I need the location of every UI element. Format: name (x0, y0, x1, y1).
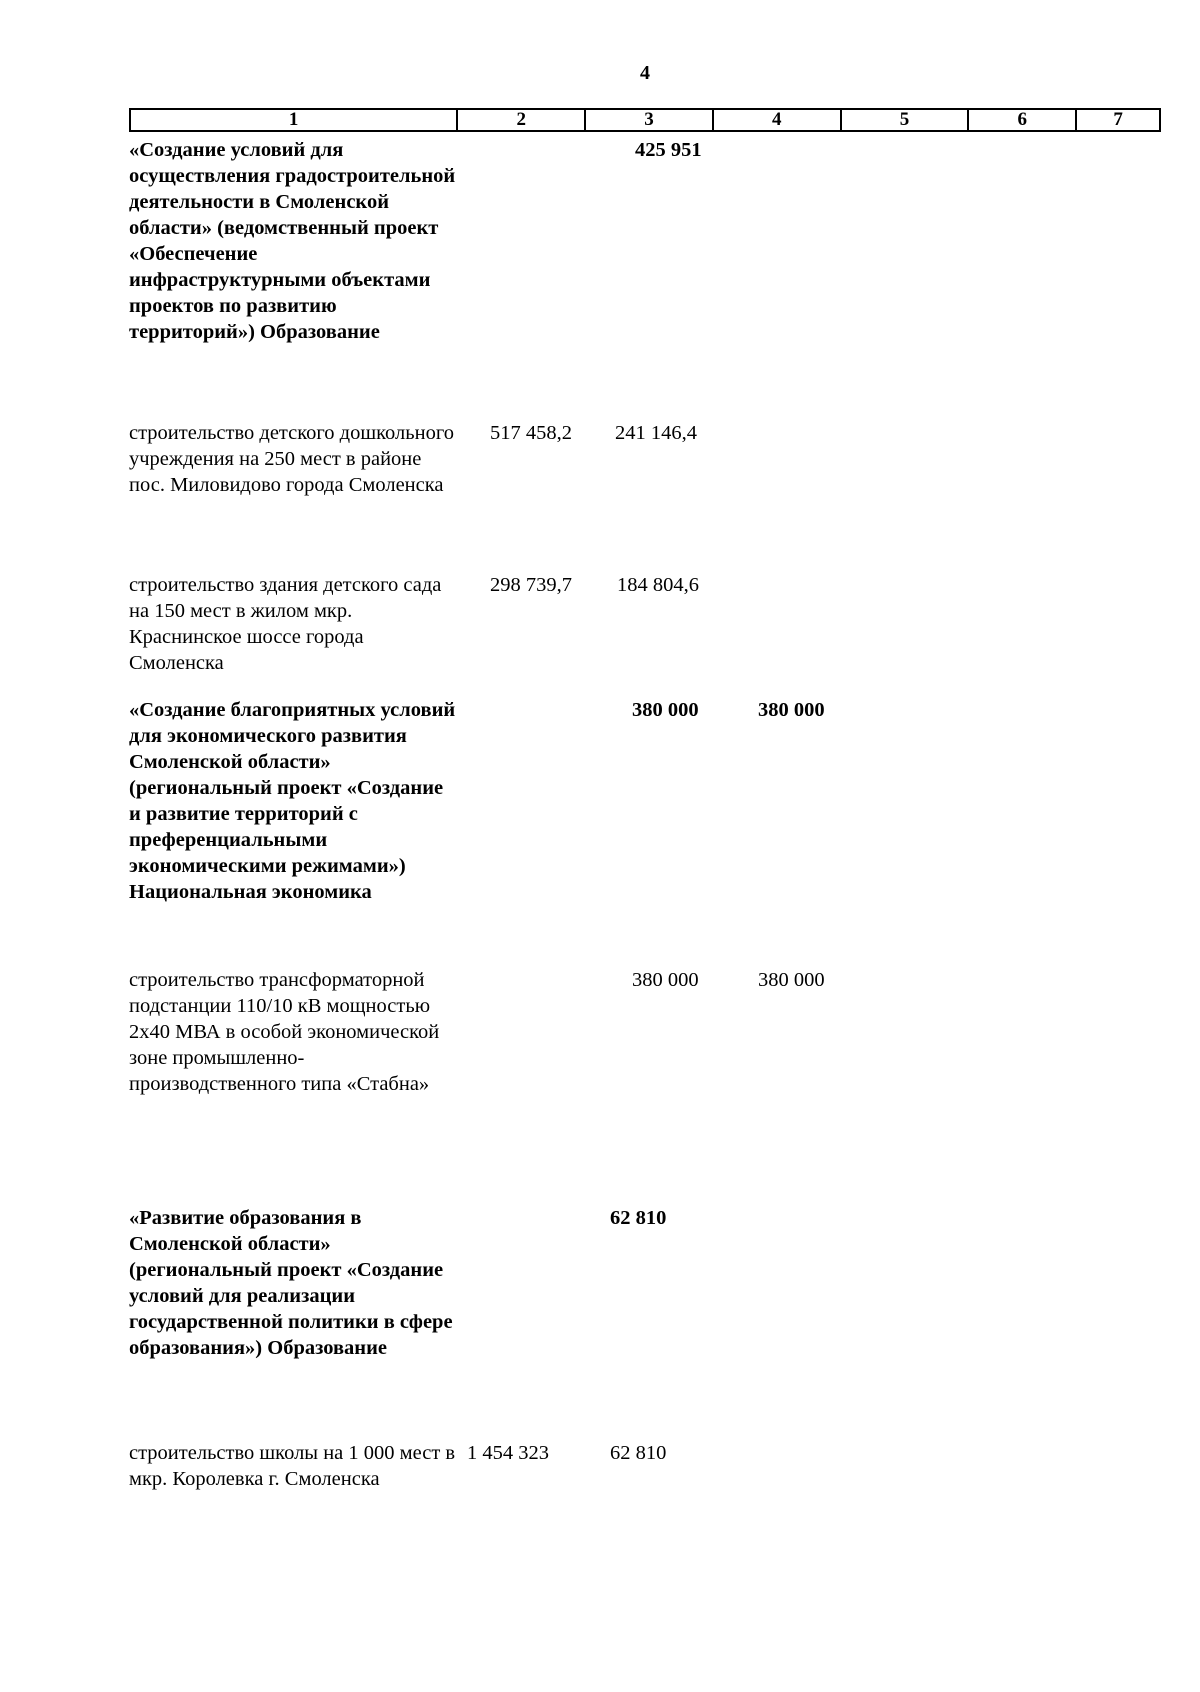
header-col-5: 5 (842, 110, 970, 130)
section-amount-col3: 425 951 (635, 139, 702, 161)
section-title: «Создание условий для осуществления градостроительной деятельности в Смоленской области» (ведомственный проект «Обеспечение инфраструктурными объектами проектов по развитию территорий») Образование (129, 139, 456, 343)
header-col-6: 6 (969, 110, 1077, 130)
item-description: строительство школы на 1 000 мест в мкр. Королевка г. Смоленска (129, 1442, 456, 1490)
header-col-7: 7 (1113, 109, 1123, 130)
section-amount-col3: 62 810 (610, 1207, 667, 1229)
item-description: строительство детского дошкольного учреждения на 250 мест в районе пос. Миловидово города Смоленска (129, 422, 454, 496)
item-description: строительство здания детского сада на 150 мест в жилом мкр. Краснинское шоссе города Смоленска (129, 574, 442, 674)
item-amount-col3: 62 810 (610, 1442, 667, 1464)
header-col-2: 2 (458, 110, 586, 130)
header-col-4: 4 (714, 110, 842, 130)
item-amount-col3: 241 146,4 (615, 422, 697, 444)
header-col-1: 1 (131, 110, 458, 130)
item-description: строительство трансформаторной подстанции 110/10 кВ мощностью 2х40 МВА в особой экономической зоне промышленно-производственного типа «Стабна» (129, 969, 440, 1095)
item-amount-col2: 517 458,2 (490, 422, 572, 444)
item-amount-col4: 380 000 (758, 969, 825, 991)
section-amount-col3: 380 000 (632, 699, 699, 721)
section-title: «Развитие образования в Смоленской области» (региональный проект «Создание условий для реализации государственной политики в сфере образования») Образование (129, 1207, 453, 1359)
item-amount-col3: 380 000 (632, 969, 699, 991)
header-col-3: 3 (586, 110, 714, 130)
section-title: «Создание благоприятных условий для экономического развития Смоленской области» (региональный проект «Создание и развитие территорий с преференциальными экономическими режимами») Национальная экономика (129, 699, 456, 903)
item-amount-col2: 298 739,7 (490, 574, 572, 596)
page-number: 4 (640, 62, 650, 84)
section-amount-col4: 380 000 (758, 699, 825, 721)
item-amount-col3: 184 804,6 (617, 574, 699, 596)
item-amount-col2: 1 454 323 (467, 1442, 549, 1464)
column-number-header (129, 108, 1161, 132)
